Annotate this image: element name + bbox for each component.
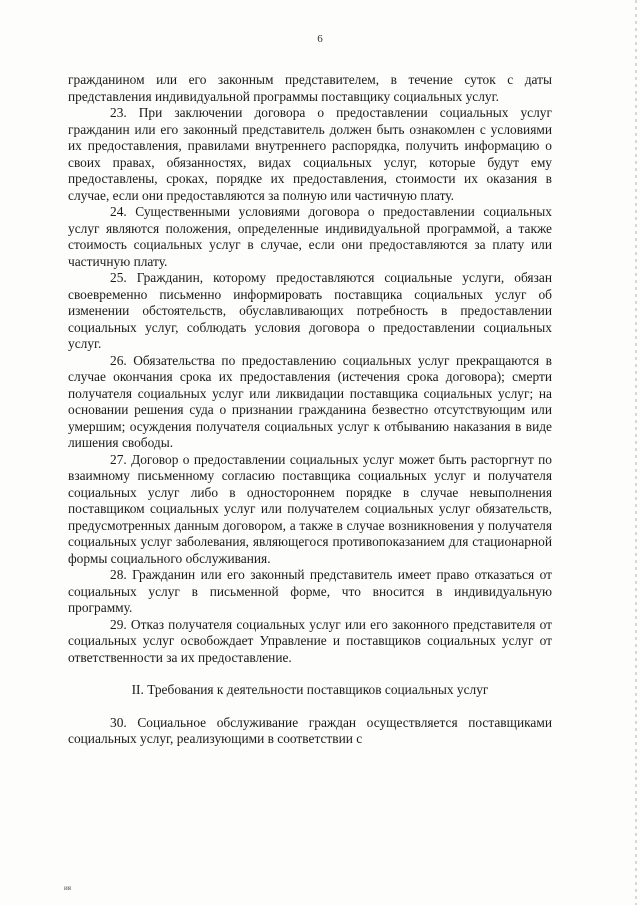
paragraph-27: 27. Договор о предоставлении социальных услуг может быть расторгнут по взаимному письменному согласию поставщика социальных услуг и получателя социальных услуг либо в одностороннем порядке в случае невыполнения поставщиком социальных услуг или получателем социальных услуг обязательств, предусмотренных данным договором, а также в случае возникновения у получателя социальных услуг заболевания, являющегося противопоказанием для стационарной формы социального обслуживания. (68, 451, 552, 566)
paragraph-23: 23. При заключении договора о предоставлении социальных услуг гражданин или его законный представитель должен быть ознакомлен с условиями их предоставления, правилами внутреннего распорядка, получить информацию о своих правах, обязанностях, видах социальных услуг, которые будут ему предоставлены, сроках, порядке их предоставления, стоимости их оказания в случае, если они предоставляются за полную или частичную плату. (68, 105, 552, 203)
page-number: 6 (317, 33, 323, 45)
footer-mark: ия (64, 884, 71, 892)
paragraph-continuation: гражданином или его законным представителем, в течение суток с даты представления индивидуальной программы поставщику социальных услуг. (68, 72, 552, 104)
document-body (68, 72, 552, 748)
paragraph-26: 26. Обязательства по предоставлению социальных услуг прекращаются в случае окончания срока их предоставления (истечения срока договора); смерти получателя социальных услуг или ликвидации поставщика социальных услуг; на основании решения суда о признании гражданина безвестно отсутствующим или умершим; осуждения получателя социальных услуг к отбыванию наказания в виде лишения свободы. (68, 352, 552, 450)
paragraph-30: 30. Социальное обслуживание граждан осуществляется поставщиками социальных услуг, реализующими в соответствии с (68, 714, 552, 746)
section-heading: II. Требования к деятельности поставщиков социальных услуг (131, 682, 489, 697)
scan-edge (635, 0, 637, 905)
paragraph-25: 25. Гражданин, которому предоставляются социальные услуги, обязан своевременно письменно информировать поставщика социальных услуг об изменении обстоятельств, обуславливающих потребность в предоставлении социальных услуг, соблюдать условия договора о предоставлении социальных услуг. (68, 270, 552, 351)
paragraph-24: 24. Существенными условиями договора о предоставлении социальных услуг являются положения, определенные индивидуальной программой, а также стоимость социальных услуг в случае, если они предоставляются за плату или частичную плату. (68, 204, 552, 269)
paragraph-29: 29. Отказ получателя социальных услуг или его законного представителя от социальных услуг освобождает Управление и поставщиков социальных услуг от ответственности за их предоставление. (68, 616, 552, 665)
paragraph-28: 28. Гражданин или его законный представитель имеет право отказаться от социальных услуг в письменной форме, что вносится в индивидуальную программу. (68, 567, 552, 615)
